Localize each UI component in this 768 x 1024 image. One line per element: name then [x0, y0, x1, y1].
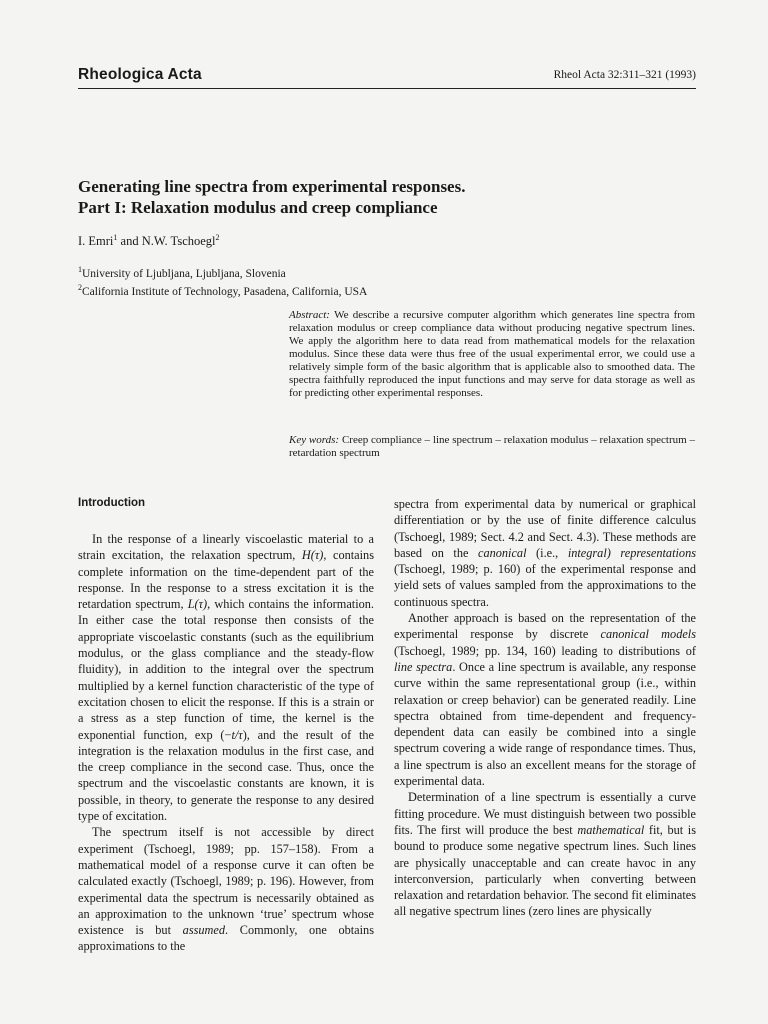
affiliation-2 [78, 281, 367, 299]
author-1-affil-mark: 1 [113, 233, 118, 242]
running-header [78, 66, 696, 86]
keywords-text: Creep compliance – line spectrum – relaxation modulus – relaxation spectrum – retardation spectrum [289, 434, 696, 459]
affiliations [78, 263, 367, 299]
author-2: N.W. Tschoegl [141, 234, 216, 249]
journal-name: Rheologica Acta [78, 66, 202, 83]
affiliation-1-mark: 1 [78, 265, 82, 274]
abstract-text: We describe a recursive computer algorithm which generates line spectra from relaxation modulus or creep compliance data without producing negative spectrum lines. We apply the algorithm here to data read from mathematical models for the relaxation modulus. Since these data were thus free of the usual experimental error, we could use a relatively simple form of the basic algorithm that is applicable also to smoothed data. The spectra faithfully reproduced the input functions and may serve for data storage as well as for predicting other experimental responses. [289, 309, 695, 399]
intro-paragraph-2: The spectrum itself is not accessible by direct experiment (Tschoegl, 1989; pp. 157–158). From a mathematical model of a response curve it can often be calculated exactly (Tschoegl, 1989; p. 196). However, from experimental data the spectrum is necessarily obtained as an approximation to the unknown ‘true’ spectrum whose existence is but assumed. Commonly, one obtains approximations to the [78, 825, 374, 954]
author-conjunction: and [120, 234, 139, 249]
left-column [78, 496, 374, 955]
intro-paragraph-2-continued: spectra from experimental data by numerical or graphical differentiation or by the use of finite difference calculus (Tschoegl, 1989; Sect. 4.2 and Sect. 4.3). These methods are based on the canonical (i.e., integral) representations (Tschoegl, 1989; p. 160) of the experimental response and yield sets of values sampled from the approximations to the continuous spectra. [394, 497, 696, 609]
author-2-affil-mark: 2 [215, 233, 220, 242]
keywords-label: Key words: [289, 434, 340, 446]
affiliation-1-text: University of Ljubljana, Ljubljana, Slovenia [82, 267, 286, 280]
intro-paragraph-1: In the response of a linearly viscoelastic material to a strain excitation, the relaxation spectrum, H(τ), contains complete information on the time-dependent part of the response. In the response to a stress excitation it is the retardation spectrum, L(τ), which contains the information. In either case the total response then consists of the appropriate viscoelastic constants (such as the equilibrium modulus, or the glass compliance and the steady-flow fluidity), in addition to the integral over the spectrum multiplied by a kernel function characteristic of the type of excitation chosen to elicit the response. If this is a strain or a stress as a step function of time, the kernel is the exponential function, exp (−t/τ), and the result of the integration is the relaxation modulus in the first case, and the creep compliance in the second case. Thus, once the spectrum and the viscoelastic constants are known, it is possible, in theory, to generate the response to any desired type of excitation. [78, 532, 374, 824]
affiliation-2-text: California Institute of Technology, Pasadena, California, USA [82, 285, 368, 298]
header-rule [78, 88, 696, 89]
keywords [289, 434, 695, 460]
author-list [78, 233, 220, 249]
affiliation-1 [78, 263, 367, 281]
title-line-2: Part I: Relaxation modulus and creep compliance [78, 198, 438, 217]
author-1: I. Emri [78, 234, 114, 249]
section-heading-introduction: Introduction [78, 497, 146, 509]
abstract [289, 309, 695, 400]
intro-paragraph-3: Another approach is based on the representation of the experimental response by discrete canonical models (Tschoegl, 1989; pp. 134, 160) leading to distributions of line spectra. Once a line spectrum is available, any response curve within the same representational group (i.e., within relaxation or creep behavior) can be generated readily. Line spectra obtained from time-dependent and frequency-dependent data can easily be combined into a single spectrum covering a wide range of respondance times. Thus, a line spectrum is also an excellent means for the storage of experimental data. [394, 611, 696, 789]
journal-citation: Rheol Acta 32:311–321 (1993) [553, 69, 696, 81]
intro-paragraph-4: Determination of a line spectrum is essentially a curve fitting procedure. We must distinguish between two possible fits. The first will produce the best mathematical fit, but is bound to produce some negative spectrum lines. Such lines are physically unacceptable and can create havoc in any interconversion, particularly when converting between relaxation and retardation behavior. The second fit eliminates all negative spectrum lines (zero lines are physically [394, 790, 697, 919]
abstract-label: Abstract: [289, 309, 330, 321]
right-column [394, 496, 696, 920]
affiliation-2-mark: 2 [78, 282, 82, 292]
article-title [78, 176, 696, 218]
title-line-1: Generating line spectra from experimental responses. [78, 177, 466, 196]
